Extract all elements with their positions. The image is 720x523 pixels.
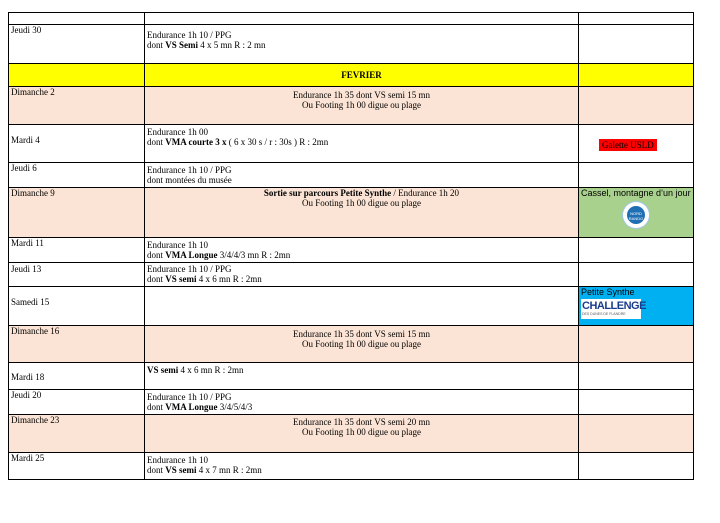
text-part: 3/4/5/4/3 xyxy=(217,402,253,412)
text-bold: VMA Longue xyxy=(165,402,218,412)
training-plan-table xyxy=(8,12,694,480)
table-row xyxy=(9,238,694,263)
text-bold: VS semi xyxy=(165,465,197,475)
month-row xyxy=(9,64,694,87)
text-part: dont xyxy=(147,250,166,260)
event-cell xyxy=(579,13,694,25)
workout-cell xyxy=(145,238,579,263)
workout-line: Endurance 1h 10 / PPG xyxy=(147,165,232,175)
workout-line: Endurance 1h 10 xyxy=(147,455,208,465)
workout-line xyxy=(147,40,576,50)
text-bold: VS semi xyxy=(147,365,179,375)
text-part: 3/4/4/3 mn R : 2mn xyxy=(217,250,291,260)
event-cell xyxy=(579,390,694,415)
event-title: Petite Synthe xyxy=(581,287,635,297)
workout-line: Endurance 1h 35 dont VS semi 20 mn xyxy=(292,417,431,427)
table-row xyxy=(9,287,694,326)
workout-line xyxy=(147,137,576,147)
day-cell: Mardi 4 xyxy=(9,125,145,163)
workout-line: dont montées du musée xyxy=(147,175,232,185)
workout-line xyxy=(147,188,576,198)
text-bold: VS Semi xyxy=(165,40,199,50)
workout-cell xyxy=(145,163,579,188)
event-cell xyxy=(579,163,694,188)
nord-rando-logo xyxy=(623,202,649,228)
month-event-cell xyxy=(579,64,694,87)
event-cell xyxy=(579,125,694,163)
workout-line: Endurance 1h 10 / PPG xyxy=(147,264,232,274)
table-row xyxy=(9,125,694,163)
logo-text: CHALLENGE xyxy=(582,300,646,312)
table-row xyxy=(9,453,694,480)
workout-line: Ou Footing 1h 00 digue ou plage xyxy=(302,198,421,208)
workout-cell xyxy=(145,363,579,390)
table-row xyxy=(9,87,694,125)
workout-line xyxy=(147,402,576,412)
workout-cell xyxy=(145,87,579,125)
text-part: 4 x 6 mn R : 2mn xyxy=(196,274,262,284)
text-bold: VS semi xyxy=(165,274,197,284)
event-cell xyxy=(579,238,694,263)
day-cell: Dimanche 2 xyxy=(9,87,145,125)
event-cell xyxy=(579,87,694,125)
workout-line xyxy=(147,250,576,260)
workout-line xyxy=(147,274,576,284)
workout-cell xyxy=(145,125,579,163)
workout-line: Ou Footing 1h 00 digue ou plage xyxy=(302,100,421,110)
event-cell xyxy=(579,453,694,480)
workout-cell xyxy=(145,287,579,326)
day-cell: Dimanche 16 xyxy=(9,326,145,363)
table-row xyxy=(9,25,694,64)
workout-cell xyxy=(145,453,579,480)
logo-inner xyxy=(627,206,645,224)
day-cell: Jeudi 6 xyxy=(9,163,145,188)
text-part: dont xyxy=(147,274,166,284)
workout-line: Endurance 1h 35 dont VS semi 15 mn xyxy=(292,329,431,339)
text-part: dont xyxy=(147,465,166,475)
text-part: dont xyxy=(147,40,166,50)
workout-cell xyxy=(145,13,579,25)
text-bold: VMA Longue xyxy=(165,250,218,260)
table-row xyxy=(9,263,694,287)
day-cell: Mardi 25 xyxy=(9,453,145,480)
galette-badge: Galette USLD xyxy=(599,139,657,151)
workout-line: Endurance 1h 35 dont VS semi 15 mn xyxy=(292,90,431,100)
challenge-logo xyxy=(581,299,646,319)
text-part: dont xyxy=(147,137,166,147)
event-cell xyxy=(579,188,694,238)
event-title: Cassel, montagne d’un jour xyxy=(581,188,691,198)
day-cell: Jeudi 20 xyxy=(9,390,145,415)
workout-line: Ou Footing 1h 00 digue ou plage xyxy=(302,339,421,349)
workout-cell xyxy=(145,390,579,415)
day-cell: Jeudi 30 xyxy=(9,25,145,64)
workout-line: Endurance 1h 10 / PPG xyxy=(147,392,232,402)
day-cell xyxy=(9,13,145,25)
event-cell xyxy=(579,287,694,326)
day-cell: Dimanche 9 xyxy=(9,188,145,238)
workout-cell xyxy=(145,263,579,287)
workout-cell xyxy=(145,188,579,238)
month-day-cell xyxy=(9,64,145,87)
table-row xyxy=(9,326,694,363)
table-row xyxy=(9,13,694,25)
text-bold: VMA courte 3 x xyxy=(165,137,227,147)
workout-line xyxy=(147,365,576,375)
workout-cell xyxy=(145,326,579,363)
month-title: FEVRIER xyxy=(145,64,579,87)
day-cell: Mardi 11 xyxy=(9,238,145,263)
day-cell: Dimanche 23 xyxy=(9,415,145,453)
event-cell xyxy=(579,363,694,390)
event-cell xyxy=(579,415,694,453)
text-part: 4 x 7 mn R : 2mn xyxy=(196,465,262,475)
logo-text: NORD RANDO xyxy=(628,211,644,221)
workout-line xyxy=(147,465,576,475)
text-part: ( 6 x 30 s / r : 30s ) R : 2mn xyxy=(226,137,329,147)
workout-line: Endurance 1h 10 xyxy=(147,240,208,250)
workout-line: Ou Footing 1h 00 digue ou plage xyxy=(302,427,421,437)
text-part: 4 x 5 mn R : 2 mn xyxy=(198,40,266,50)
workout-cell xyxy=(145,415,579,453)
day-cell: Mardi 18 xyxy=(9,363,145,390)
text-part: / Endurance 1h 20 xyxy=(391,188,460,198)
table-row xyxy=(9,163,694,188)
workout-line: Endurance 1h 10 / PPG xyxy=(147,30,232,40)
table-row xyxy=(9,415,694,453)
table-row xyxy=(9,188,694,238)
text-bold: Sortie sur parcours Petite Synthe xyxy=(263,188,392,198)
day-cell: Jeudi 13 xyxy=(9,263,145,287)
event-cell xyxy=(579,263,694,287)
workout-line: Endurance 1h 00 xyxy=(147,127,208,137)
logo-subtext: DES DUNES DE FLANDRE xyxy=(582,312,626,316)
day-cell: Samedi 15 xyxy=(9,287,145,326)
event-cell xyxy=(579,326,694,363)
text-part: 4 x 6 mn R : 2mn xyxy=(178,365,244,375)
workout-cell xyxy=(145,25,579,64)
text-part: dont xyxy=(147,402,166,412)
table-row xyxy=(9,390,694,415)
event-cell xyxy=(579,25,694,64)
table-row xyxy=(9,363,694,390)
